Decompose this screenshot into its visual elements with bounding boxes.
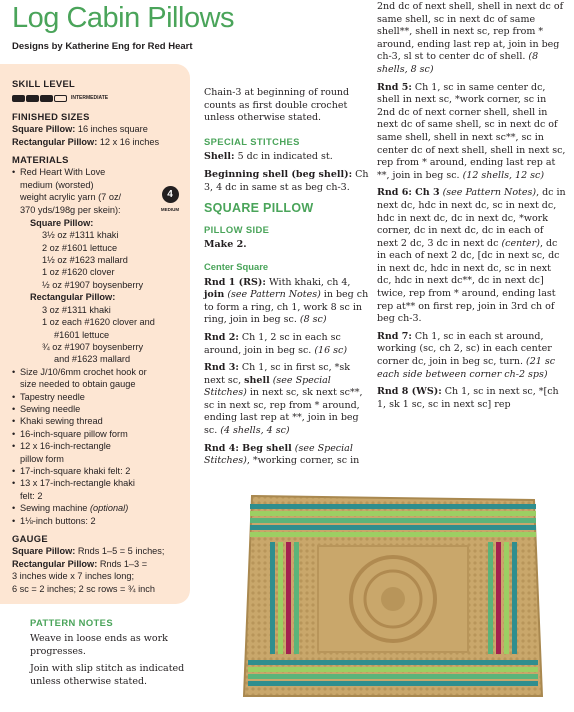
- material-item: • Sewing needle: [12, 403, 184, 415]
- designer-byline: Designs by Katherine Eng for Red Heart: [12, 41, 193, 52]
- round-4: Rnd 4: Beg shell (see Special Stitches), *working corner, sc in: [204, 442, 360, 467]
- square-yarn: 1½ oz #1623 mallard: [42, 255, 128, 266]
- gauge-rect: Rectangular Pillow: Rnds 1–3 =: [12, 558, 148, 569]
- rect-yarn: 1 oz each #1620 clover and: [42, 317, 155, 328]
- instructions-column-2: [204, 87, 372, 468]
- beg-shell-def: Beginning shell (beg shell): Ch 3, 4 dc in same st as beg ch-3.: [204, 168, 369, 193]
- gauge-square: Square Pillow: Rnds 1–5 = 5 inches;: [12, 546, 165, 557]
- chain-note: Chain-3 at beginning of round counts as first double crochet unless otherwise stated.: [204, 87, 350, 124]
- round-5: Rnd 5: Ch 1, sc in same center dc, shell in next sc, *work corner, sc in 2nd dc of next corner shell, shell in next dc of same shell, sc in next dc of same shell, shell in next sc**, sc in center dc of next shell, shell in next sc, rep from * around, ending last rep at **, join in beg sc. (12 shells, 12 sc): [377, 81, 566, 181]
- round-2: Rnd 2: Ch 1, 2 sc in each sc around, join in beg sc. (16 sc): [204, 331, 348, 356]
- material-item: • 13 x 17-inch-rectangle khaki felt: 2: [12, 477, 184, 502]
- make-count: Make 2.: [204, 239, 247, 251]
- square-pillow-heading: SQUARE PILLOW: [204, 201, 314, 216]
- rect-pillow-label: Rectangular Pillow:: [30, 292, 116, 303]
- yarn-item: • Red Heart With Love medium (worsted) weight acrylic yarn (7 oz/ 370 yds/198g per skein): 4 MEDIUM: [12, 166, 184, 216]
- material-item: • Sewing machine (optional): [12, 502, 184, 514]
- round-7: Rnd 7: Ch 1, sc in each st around, working (sc, ch 2, sc) in each center corner dc, join in beg sc, turn. (21 sc each side between corner ch-2 sps): [377, 330, 556, 380]
- gauge-rect-detail: 3 inches wide x 7 inches long;: [12, 571, 135, 582]
- square-yarn: 1 oz #1620 clover: [42, 267, 115, 278]
- round-3: Rnd 3: Ch 1, sc in first sc, *sk next sc, shell (see Special Stitches) in next sc, sk next sc**, sc in next sc, rep from * around, ending last rep at **, join in beg sc. (4 shells, 4 sc): [204, 362, 363, 437]
- materials-sidebar: [0, 64, 190, 604]
- rect-yarn: ¾ oz #1907 boysenberry: [42, 341, 144, 352]
- yarn-weight-icon: 4 MEDIUM: [156, 186, 184, 216]
- pillow-side-heading: PILLOW SIDE: [204, 223, 270, 235]
- material-item: • Khaki sewing thread: [12, 415, 184, 427]
- gauge-heading: GAUGE: [12, 533, 48, 544]
- finished-sizes-heading: FINISHED SIZES: [12, 110, 90, 122]
- material-item: • 17-inch-square khaki felt: 2: [12, 465, 184, 477]
- hook-item: • Size J/10/6mm crochet hook or size needed to obtain gauge: [12, 366, 184, 391]
- pattern-notes: [30, 633, 200, 693]
- rect-yarn: 3 oz #1311 khaki: [42, 304, 111, 315]
- pattern-notes-heading: PATTERN NOTES: [30, 617, 113, 628]
- shell-def: Shell: 5 dc in indicated st.: [204, 151, 333, 163]
- special-stitches-heading: SPECIAL STITCHES: [204, 135, 300, 147]
- material-item: • 12 x 16-inch-rectangle pillow form: [12, 440, 184, 465]
- square-yarn: 2 oz #1601 lettuce: [42, 242, 118, 253]
- pattern-note: Join with slip stitch as indicated unless otherwise stated.: [30, 663, 185, 687]
- round-1: Rnd 1 (RS): With khaki, ch 4, join (see Pattern Notes) in beg ch to form a ring, ch 1, work 8 sc in ring, join in beg sc. (8 sc): [204, 276, 369, 326]
- skill-level-meter: [12, 92, 184, 104]
- skill-level-heading: SKILL LEVEL: [12, 78, 76, 89]
- materials-heading: MATERIALS: [12, 154, 69, 166]
- round-8: Rnd 8 (WS): Ch 1, sc in next sc, *[ch 1, sk 1 sc, sc in next sc] rep: [377, 386, 559, 410]
- round-4-continued: 2nd dc of next shell, shell in next dc of same shell, sc in next dc of same shell**, shell in next sc, rep from * around, ending last rep at, join in beg ch-3, sl st to center dc of shell. (8 shells, 8 sc): [377, 1, 564, 75]
- page-title: Log Cabin Pillows: [12, 2, 235, 34]
- material-item: • 16-inch-square pillow form: [12, 428, 184, 440]
- round-6: Rnd 6: Ch 3 (see Pattern Notes), dc in next dc, hdc in next dc, sc in next dc, hdc in next dc, dc in next dc, *work corner, dc in next dc, dc in each of next 2 dc, 3 dc in next dc (center), dc in each of next 2 dc, [dc in next sc, dc in next dc, hdc in next dc, sc in next dc, hdc in next dc**, dc in next dc] twice, rep from * around, ending last rep at** on first rep, join in 3rd ch of beg ch-3.: [377, 187, 566, 325]
- gauge-rect-detail: 6 sc = 2 inches; 2 sc rows = ¾ inch: [12, 583, 155, 594]
- square-pillow-label: Square Pillow:: [30, 217, 94, 228]
- material-item: • 1⅛-inch buttons: 2: [12, 515, 184, 527]
- rect-yarn: and #1623 mallard: [54, 354, 131, 365]
- rect-yarn: #1601 lettuce: [54, 329, 110, 340]
- rect-size: Rectangular Pillow: 12 x 16 inches: [12, 136, 160, 147]
- instructions-column-3: [377, 1, 567, 411]
- square-yarn: ½ oz #1907 boysenberry: [42, 279, 144, 290]
- skill-level-value: INTERMEDIATE: [71, 95, 109, 102]
- pattern-note: Weave in loose ends as work progresses.: [30, 633, 168, 657]
- center-square-heading: Center Square: [204, 260, 269, 272]
- pillow-photo: [232, 482, 554, 710]
- material-item: • Tapestry needle: [12, 391, 184, 403]
- square-yarn: 3½ oz #1311 khaki: [42, 230, 119, 241]
- square-size: Square Pillow: 16 inches square: [12, 124, 148, 135]
